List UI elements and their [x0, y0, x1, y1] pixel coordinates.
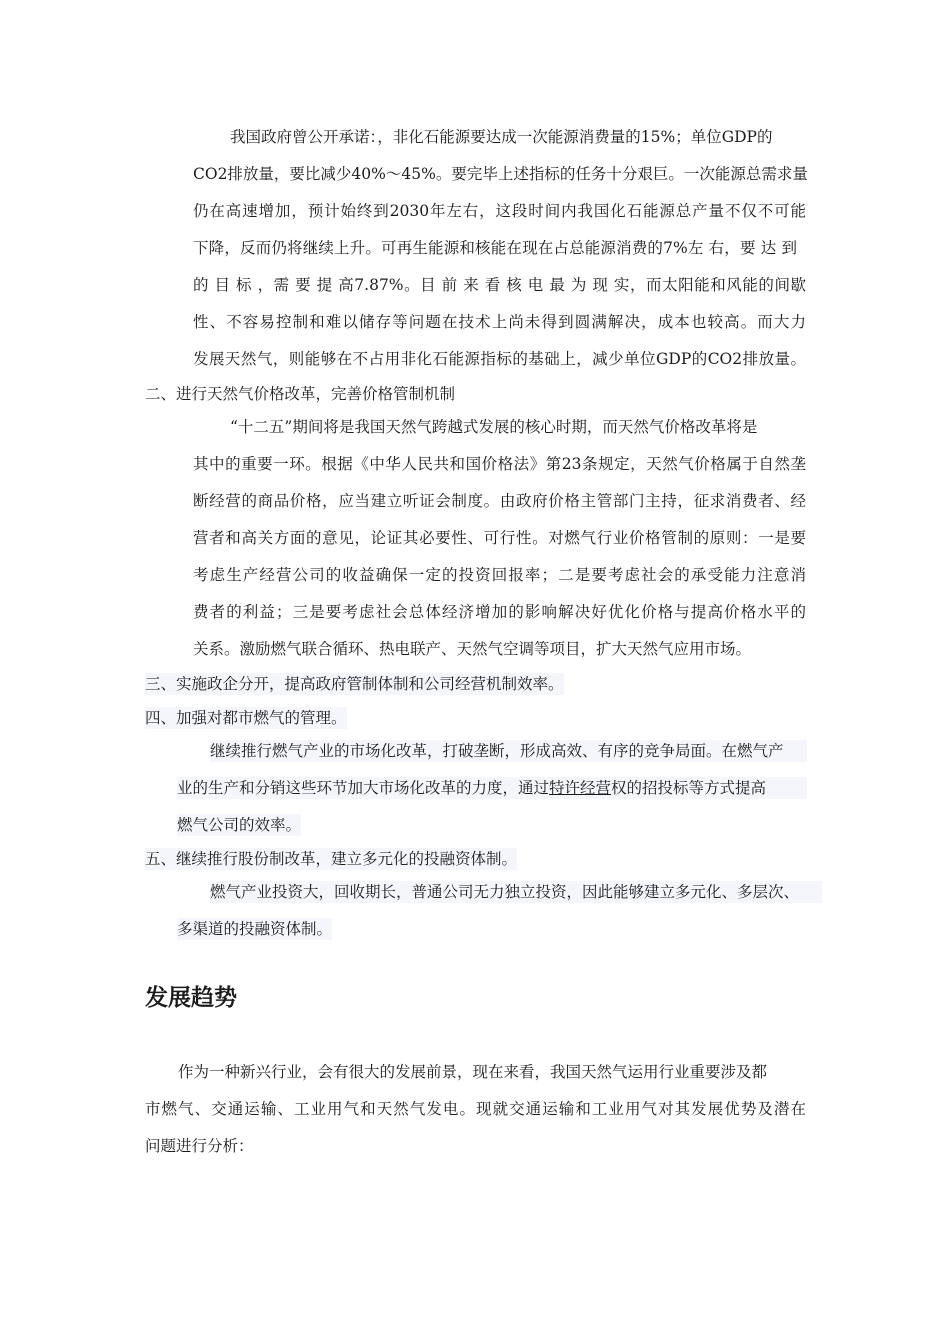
paragraph-line: 营者和高关方面的意见，论证其必要性、可行性。对燃气行业价格管制的原则：一是要: [193, 529, 806, 547]
paragraph-line: 作为一种新兴行业，会有很大的发展前景，现在来看，我国天然气运用行业重要涉及都: [178, 1063, 768, 1081]
paragraph-line: [177, 777, 807, 799]
line-text: 业的生产和分销这些环节加大市场化改革的力度，通过: [177, 779, 550, 797]
line-text: 权的招投标等方式提高: [611, 779, 767, 797]
paragraph-line: 关系。激励燃气联合循环、热电联产、天然气空调等项目，扩大天然气应用市场。: [193, 640, 752, 658]
paragraph-line: 燃气产业投资大，回收期长，普通公司无力独立投资，因此能够建立多元化、多层次、: [210, 881, 822, 903]
section-title: 五、继续推行股份制改革，建立多元化的投融资体制。: [145, 850, 518, 868]
section-heading: 发展趋势: [145, 985, 237, 1011]
paragraph-line: “十二五”期间将是我国天然气跨越式发展的核心时期，而天然气价格改革将是: [230, 418, 758, 436]
paragraph-line: 问题进行分析：: [145, 1137, 254, 1155]
paragraph-line: 继续推行燃气产业的市场化改革，打破垄断，形成高效、有序的竞争局面。在燃气产: [210, 740, 807, 762]
section-title: 四、加强对都市燃气的管理。: [145, 709, 347, 727]
section-title: 二、进行天然气价格改革，完善价格管制机制: [145, 385, 456, 403]
paragraph-line: 燃气公司的效率。: [177, 816, 302, 834]
paragraph-line: 的 目 标 ，需 要 提 高7.87%。目 前 来 看 核 电 最 为 现 实，而太阳能和风能的间歇: [193, 276, 806, 294]
paragraph-line: 多渠道的投融资体制。: [177, 920, 333, 938]
paragraph-line: 性、不容易控制和难以储存等问题在技术上尚未得到圆满解决，成本也较高。而大力: [193, 313, 806, 331]
section-title: 三、实施政企分开，提高政府管制体制和公司经营机制效率。: [145, 675, 564, 693]
paragraph-line: 市燃气、交通运输、工业用气和天然气发电。现就交通运输和工业用气对其发展优势及潜在: [145, 1100, 806, 1118]
paragraph-line: 我国政府曾公开承诺：，非化石能源要达成一次能源消费量的15%；单位GDP的: [230, 128, 773, 146]
paragraph-line: 费者的利益；三是要考虑社会总体经济增加的影响解决好优化价格与提高价格水平的: [193, 603, 806, 621]
paragraph-line: CO2排放量，要比减少40%～45%。要完毕上述指标的任务十分艰巨。一次能源总需求量: [193, 165, 808, 183]
paragraph-line: 其中的重要一环。根据《中华人民共和国价格法》第23条规定，天然气价格属于自然垄: [193, 455, 806, 473]
paragraph-line: 仍在高速增加，预计始终到2030年左右，这段时间内我国化石能源总产量不仅不可能: [193, 202, 806, 220]
paragraph-line: 断经营的商品价格，应当建立听证会制度。由政府价格主管部门主持，征求消费者、经: [193, 492, 806, 510]
paragraph-line: 下降，反而仍将继续上升。可再生能源和核能在现在占总能源消费的7%左 右，要 达 到: [193, 239, 797, 257]
paragraph-line: 考虑生产经营公司的收益确保一定的投资回报率；二是要考虑社会的承受能力注意消: [193, 566, 806, 584]
special-license-link[interactable]: 特许经营: [549, 779, 612, 797]
paragraph-line: 发展天然气，则能够在不占用非化石能源指标的基础上，减少单位GDP的CO2排放量。: [193, 350, 806, 368]
